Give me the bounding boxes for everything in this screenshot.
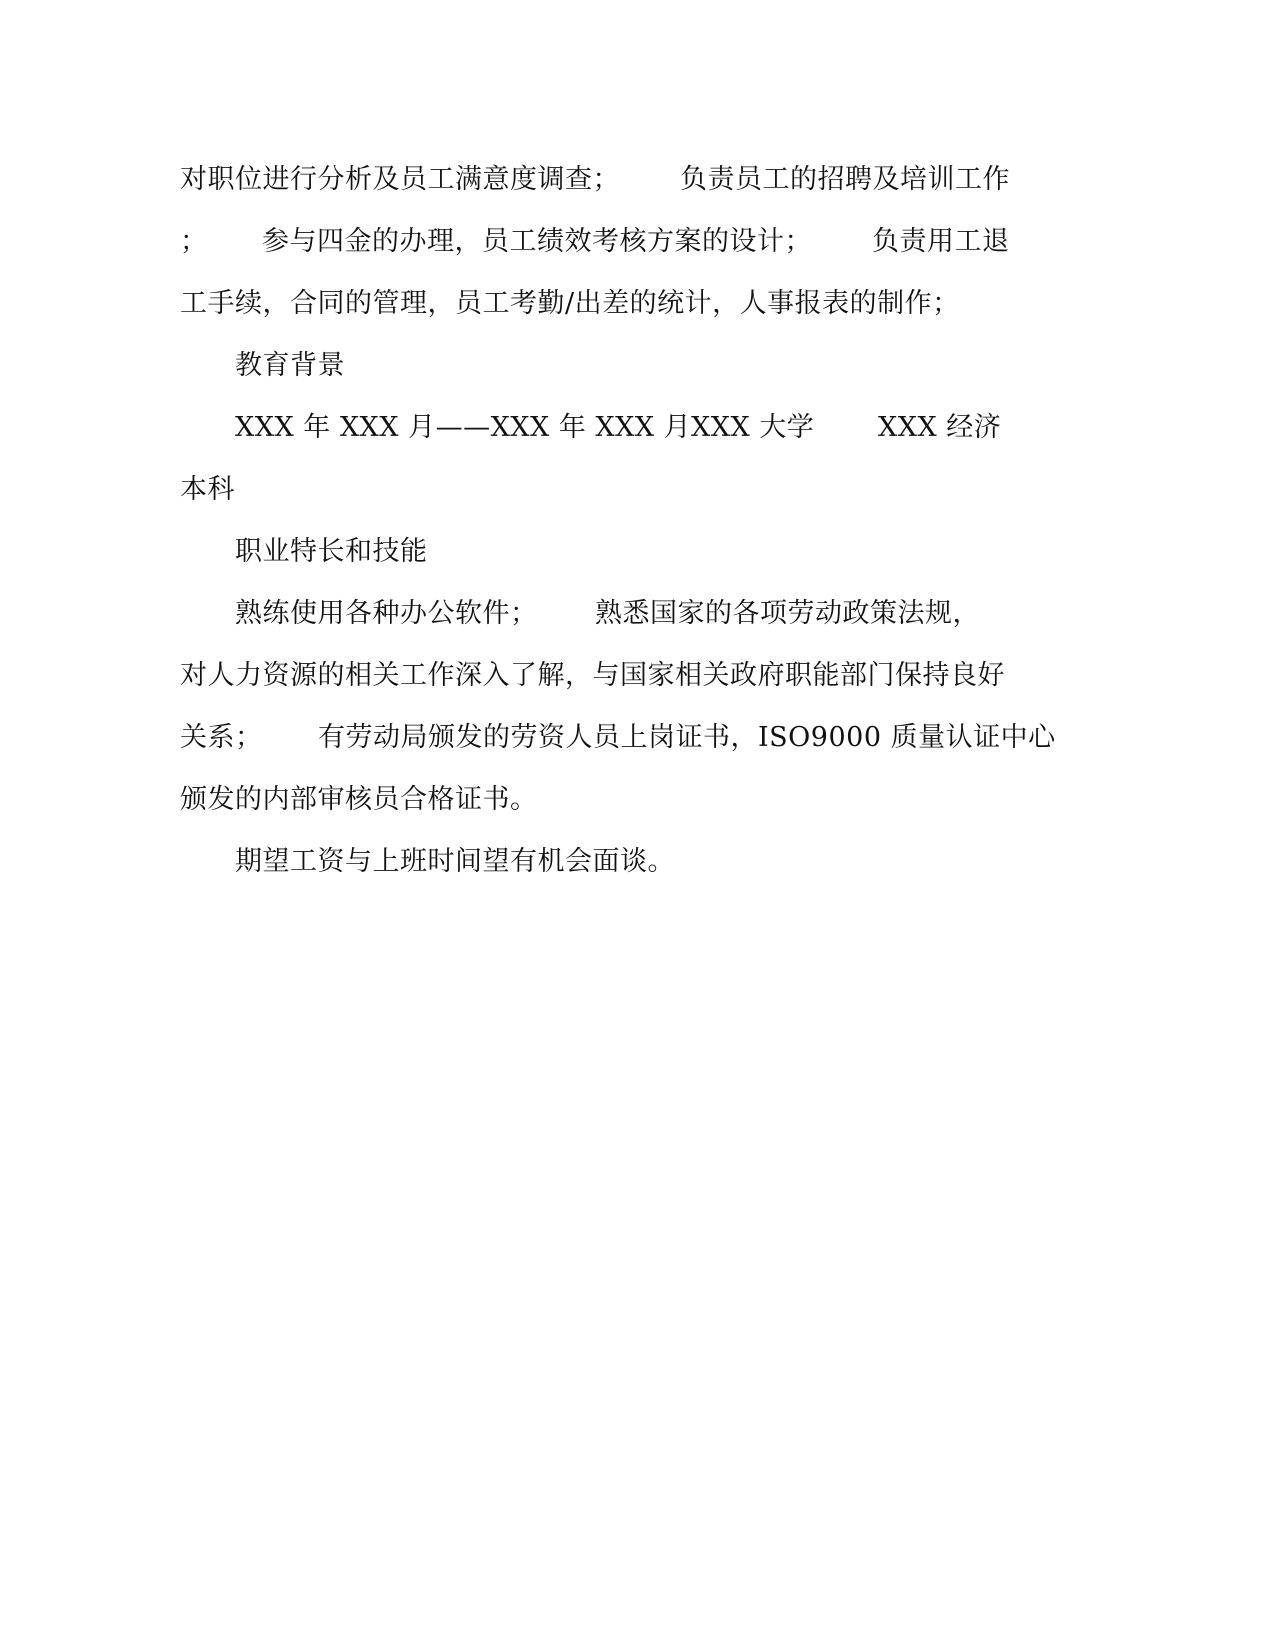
- education-major: XXX 经济: [878, 412, 1002, 443]
- skills-text: 关系；: [180, 722, 263, 753]
- education-degree: 本科: [180, 474, 235, 505]
- experience-line-2: [180, 222, 1080, 262]
- education-line: [235, 408, 1035, 448]
- skills-text: 有劳动局颁发的劳资人员上岗证书，ISO9000 质量认证中心: [318, 722, 1056, 753]
- skills-line-4: 颁发的内部审核员合格证书。: [180, 784, 538, 815]
- education-heading: 教育背景: [235, 350, 345, 381]
- experience-text: ；: [180, 226, 208, 257]
- skills-line-1: [235, 594, 1035, 634]
- experience-text: 对职位进行分析及员工满意度调查；: [180, 164, 620, 195]
- skills-heading: 职业特长和技能: [235, 536, 428, 567]
- skills-text: 熟练使用各种办公软件；: [235, 598, 538, 629]
- experience-text: 负责员工的招聘及培训工作: [680, 164, 1010, 195]
- skills-line-2: 对人力资源的相关工作深入了解，与国家相关政府职能部门保持良好: [180, 660, 1005, 691]
- education-dates: XXX 年 XXX 月——XXX 年 XXX 月: [235, 412, 692, 443]
- skills-text: 熟悉国家的各项劳动政策法规，: [595, 598, 980, 629]
- skills-line-3: [180, 718, 1080, 758]
- experience-text: 参与四金的办理，员工绩效考核方案的设计；: [262, 226, 812, 257]
- experience-line-3: 工手续，合同的管理，员工考勤/出差的统计，人事报表的制作；: [180, 288, 960, 319]
- education-school: XXX 大学: [691, 412, 815, 443]
- experience-text: 负责用工退: [872, 226, 1010, 257]
- salary-line: 期望工资与上班时间望有机会面谈。: [235, 846, 675, 877]
- experience-line-1: [180, 160, 1080, 200]
